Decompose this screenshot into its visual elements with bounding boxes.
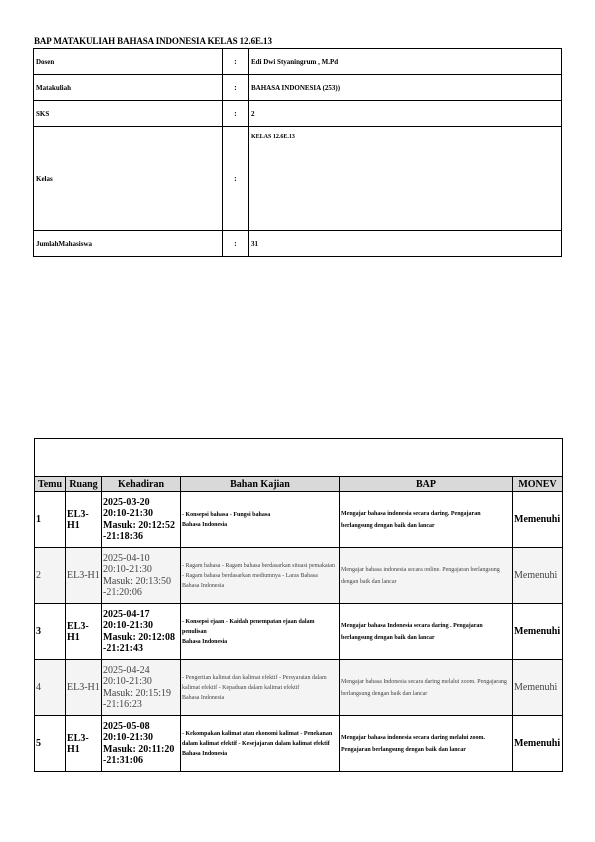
- cell-kehadiran: [102, 716, 181, 772]
- col-bahan-kajian: Bahan Kajian: [181, 477, 340, 492]
- cell-kehadiran: [102, 492, 181, 548]
- info-label: Kelas: [34, 127, 223, 231]
- kehadiran-keluar: -21:18:36: [103, 531, 143, 542]
- cell-bap: Mengajar bahasa Indonesia secara daring . Pengajaran berlangsung dengan baik dan lancar: [340, 604, 513, 660]
- kehadiran-masuk: Masuk: 20:12:08: [103, 631, 175, 643]
- kehadiran-keluar: -21:20:06: [103, 587, 142, 598]
- info-colon: :: [223, 231, 249, 257]
- kehadiran-date: 2025-04-10: [103, 552, 150, 564]
- cell-bahan-kajian: [181, 604, 340, 660]
- bahan-topics: - Ragam bahasa - Ragam bahasa berdasarkan situasi pemakaian - Ragam bahasa berdasarkan mediumnya - Laras Bahasa: [182, 562, 335, 579]
- kehadiran-date: 2025-04-24: [103, 664, 150, 676]
- info-row-sks: [34, 101, 562, 127]
- cell-temu: 4: [35, 660, 66, 716]
- attendance-table: [34, 476, 563, 772]
- col-monev: MONEV: [513, 477, 563, 492]
- col-bap: BAP: [340, 477, 513, 492]
- kehadiran-keluar: -21:16:23: [103, 699, 142, 710]
- info-row-dosen: [34, 49, 562, 75]
- cell-bap: Mengajar bahasa Indonesia secara daring melalui zoom. Pengajarang berlangsung dengan baik dan lancar: [340, 660, 513, 716]
- cell-ruang: EL3-H1: [66, 492, 102, 548]
- info-row-jumlah-mahasiswa: [34, 231, 562, 257]
- bahan-course: Bahasa Indonesia: [182, 582, 225, 589]
- info-value: BAHASA INDONESIA (253)): [249, 75, 562, 101]
- bahan-course: Bahasa Indonesia: [182, 694, 225, 701]
- kehadiran-masuk: Masuk: 20:13:50: [103, 575, 172, 587]
- kehadiran-time: 20:10-21:30: [103, 676, 152, 687]
- cell-bahan-kajian: [181, 548, 340, 604]
- cell-bap: Mengajar bahasa indonesia secara daring. Pengajaran berlangsung dengan baik dan lancar: [340, 492, 513, 548]
- bahan-course: Bahasa Indonesia: [182, 750, 228, 757]
- bahan-topics: - Kekompakan kalimat atau ekonomi kalimat - Penekanan dalam kalimat efektif - Kesejajaran dalam kalimat efektif: [182, 730, 333, 747]
- kehadiran-masuk: Masuk: 20:12:52: [103, 519, 175, 531]
- bahan-topics: - Pengertian kalimat dan kalimat efektif - Persyaratan dalam kalimat efektif - Kepaduan dalam kalimat efektif: [182, 674, 327, 691]
- info-row-kelas: [34, 127, 562, 231]
- document-title: BAP MATAKULIAH BAHASA INDONESIA KELAS 12.6E.13: [34, 36, 272, 46]
- cell-monev: Memenuhi: [513, 548, 563, 604]
- kehadiran-date: 2025-04-17: [103, 608, 150, 620]
- kehadiran-date: 2025-03-20: [103, 496, 150, 508]
- cell-temu: 5: [35, 716, 66, 772]
- cell-kehadiran: [102, 660, 181, 716]
- cell-bahan-kajian: [181, 492, 340, 548]
- info-value: Edi Dwi Styaningrum , M.Pd: [249, 49, 562, 75]
- cell-kehadiran: [102, 548, 181, 604]
- info-value: KELAS 12.6E.13: [249, 127, 562, 231]
- info-colon: :: [223, 127, 249, 231]
- info-label: JumlahMahasiswa: [34, 231, 223, 257]
- table-row: [35, 548, 563, 604]
- bahan-course: Bahasa Indonesia: [182, 521, 228, 528]
- table-row: [35, 660, 563, 716]
- cell-temu: 1: [35, 492, 66, 548]
- table-row: [35, 716, 563, 772]
- cell-monev: Memenuhi: [513, 492, 563, 548]
- cell-ruang: EL3-H1: [66, 660, 102, 716]
- kehadiran-time: 20:10-21:30: [103, 620, 153, 631]
- course-info-table: [33, 48, 562, 257]
- bahan-course: Bahasa Indonesia: [182, 638, 228, 645]
- info-colon: :: [223, 101, 249, 127]
- info-row-matakuliah: [34, 75, 562, 101]
- cell-kehadiran: [102, 604, 181, 660]
- kehadiran-masuk: Masuk: 20:11:20: [103, 743, 175, 755]
- kehadiran-date: 2025-05-08: [103, 720, 150, 732]
- table-row: [35, 604, 563, 660]
- info-label: SKS: [34, 101, 223, 127]
- info-value: 2: [249, 101, 562, 127]
- cell-ruang: EL3-H1: [66, 716, 102, 772]
- col-kehadiran: Kehadiran: [102, 477, 181, 492]
- cell-bahan-kajian: [181, 660, 340, 716]
- cell-bap: Mengajar bahasa indonesia secara online. Pengajaran berlangsung dengan baik dan lancar: [340, 548, 513, 604]
- kehadiran-keluar: -21:31:06: [103, 755, 143, 766]
- info-label: Matakuliah: [34, 75, 223, 101]
- info-colon: :: [223, 75, 249, 101]
- info-colon: :: [223, 49, 249, 75]
- bahan-topics: - Konsepsi ejaan - Kaidah penempatan ejaan dalam penulisan: [182, 618, 315, 635]
- kehadiran-masuk: Masuk: 20:15:19: [103, 687, 172, 699]
- table-header-row: [35, 477, 563, 492]
- cell-monev: Memenuhi: [513, 660, 563, 716]
- cell-temu: 3: [35, 604, 66, 660]
- cell-bahan-kajian: [181, 716, 340, 772]
- table-row: [35, 492, 563, 548]
- kehadiran-keluar: -21:21:43: [103, 643, 143, 654]
- info-label: Dosen: [34, 49, 223, 75]
- col-ruang: Ruang: [66, 477, 102, 492]
- cell-ruang: EL3-H1: [66, 548, 102, 604]
- cell-monev: Memenuhi: [513, 604, 563, 660]
- cell-bap: Mengajar bahasa indonesia secara daring melalui zoom. Pengajaran berlangsung dengan baik dan lancar: [340, 716, 513, 772]
- cell-ruang: EL3-H1: [66, 604, 102, 660]
- cell-temu: 2: [35, 548, 66, 604]
- kehadiran-time: 20:10-21:30: [103, 564, 152, 575]
- kehadiran-time: 20:10-21:30: [103, 732, 153, 743]
- bahan-topics: - Konsepsi bahasa - Fungsi bahasa: [182, 511, 271, 518]
- info-value: 31: [249, 231, 562, 257]
- table-caption-box: [34, 438, 563, 477]
- col-temu: Temu: [35, 477, 66, 492]
- kehadiran-time: 20:10-21:30: [103, 508, 153, 519]
- cell-monev: Memenuhi: [513, 716, 563, 772]
